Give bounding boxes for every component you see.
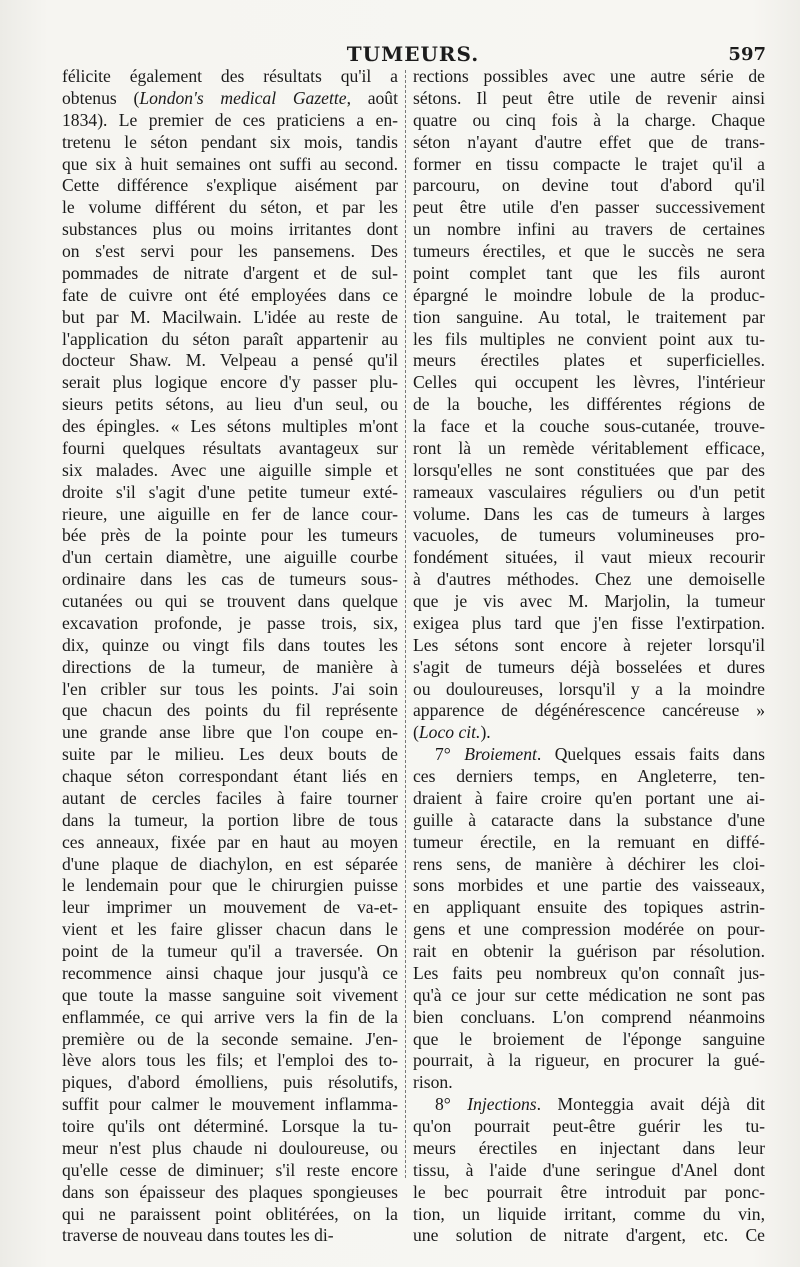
text-line: guille à cataracte dans la substance d'une — [413, 809, 765, 830]
text-line: tretenu le séton pendant six mois, tandis — [62, 131, 398, 152]
text-line: volume. Dans les cas de tumeurs à larges — [413, 503, 765, 524]
text-line: lève alors tous les fils; et l'emploi des to- — [62, 1050, 398, 1071]
text-line: lorsqu'elles ne sont constituées que par des — [413, 459, 765, 480]
page-title: TUMEURS. — [346, 42, 480, 66]
text-line: de la bouche, les différentes régions de — [413, 394, 765, 415]
text-line: ront là un remède véritablement efficace, — [413, 437, 765, 458]
text-line: traverse de nouveau dans toutes les di- — [62, 1225, 334, 1246]
text-line: qu'à ce jour sur cette médication ne sont pas — [413, 984, 765, 1005]
column-divider — [405, 70, 407, 1178]
text-line: des épingles. « Les sétons multiples m'ont — [62, 416, 398, 436]
text-line: pommades de nitrate d'argent et de sul- — [62, 262, 398, 283]
left-column — [62, 66, 398, 1247]
right-column — [413, 66, 765, 1247]
text-line: s'agit de tumeurs déjà bosselées et dures — [413, 656, 765, 677]
text-line: félicite également des résultats qu'il a — [62, 66, 398, 86]
text-line: leur imprimer un mouvement de va-et- — [62, 897, 398, 918]
text-line: autant de cercles faciles à faire tourner — [62, 787, 398, 808]
text-line: qu'on pourrait peut-être guérir les tu- — [413, 1116, 765, 1136]
text-line: une solution de nitrate d'argent, etc. Ce — [413, 1225, 765, 1246]
text-line: vient et les faire glisser chacun dans le — [62, 919, 398, 940]
text-line: serait plus logique encore d'y passer plu- — [62, 372, 398, 393]
text-line: qu'elle cesse de diminuer; s'il reste encore — [62, 1159, 398, 1180]
text-line: ordinaire dans les cas de tumeurs sous- — [62, 569, 398, 590]
text-line: on s'est servi pour les pansemens. Des — [62, 241, 398, 261]
text-line: sétons. Il peut être utile de revenir ainsi — [413, 87, 765, 108]
text-line: peut être utile d'en passer successivement — [413, 197, 765, 218]
text-line: épargné le moindre lobule de la produc- — [413, 284, 765, 305]
text-line: toire qu'ils ont déterminé. Lorsque la tu- — [62, 1116, 398, 1136]
text-line: piques, d'abord émolliens, puis résolutifs, — [62, 1072, 398, 1093]
text-line: bée près de la pointe pour les tumeurs — [62, 525, 398, 546]
text-line: l'en cribler sur tous les points. J'ai soin — [62, 678, 398, 699]
text-line: 8° Injections. Monteggia avait déjà dit — [435, 1094, 765, 1115]
text-line: à d'autres méthodes. Chez une demoiselle — [413, 569, 765, 590]
paragraph-broiement — [413, 744, 765, 1094]
text-line: ces anneaux, fixée par en haut au moyen — [62, 831, 398, 852]
text-line: obtenus (London's medical Gazette, août — [62, 87, 398, 108]
text-line: tissu, à l'aide d'une seringue d'Anel dont — [413, 1159, 765, 1180]
text-line: dans son épaisseur des plaques spongieuses — [62, 1181, 398, 1202]
text-line: suffit pour calmer le mouvement inflamma- — [62, 1094, 398, 1115]
text-line: 7° Broiement. Quelques essais faits dans — [435, 744, 765, 765]
text-line: sons morbides et une partie des vaisseaux, — [413, 875, 765, 896]
text-line: que toute la masse sanguine soit vivement — [62, 984, 398, 1005]
text-line: meurs érectiles en injectant dans leur — [413, 1137, 765, 1158]
text-line: une grande anse libre que l'on coupe en- — [62, 722, 398, 743]
text-line: Les sétons sont encore à rejeter lorsqu'il — [413, 634, 765, 655]
text-line: sieurs petits sétons, au lieu d'un seul, ou — [62, 394, 398, 415]
paragraph-injections — [413, 1094, 765, 1247]
text-line: rections possibles avec une autre série de — [413, 66, 765, 86]
text-line: quatre ou cinq fois à la charge. Chaque — [413, 109, 765, 130]
text-line: rens sens, de manière à déchirer les cloi- — [413, 853, 765, 874]
text-line: fourni quelques résultats avantageux sur — [62, 437, 398, 458]
text-line: 1834). Le premier de ces praticiens a en- — [62, 109, 398, 130]
text-line: le bec pourrait être introduit par ponc- — [413, 1181, 765, 1202]
text-line: le volume différent du séton, et par les — [62, 197, 398, 218]
text-line: que je vis avec M. Marjolin, la tumeur — [413, 591, 765, 611]
text-line: rameaux vasculaires réguliers ou d'un petit — [413, 481, 765, 502]
text-line: que chacun des points du fil représente — [62, 700, 398, 721]
text-line: enflammée, ce qui arrive vers la fin de la — [62, 1006, 398, 1027]
text-line: pourrait, à la rigueur, en procurer la gué- — [413, 1050, 765, 1071]
text-line: l'application du séton paraît appartenir au — [62, 328, 398, 349]
text-line: dix, quinze ou vingt fils dans toutes les — [62, 634, 398, 655]
text-line: chaque séton correspondant étant liés en — [62, 766, 398, 786]
text-line: (Loco cit.). — [413, 722, 491, 743]
text-line: en appliquant ensuite des topiques astrin- — [413, 897, 765, 918]
text-line: but par M. Macilwain. L'idée au reste de — [62, 306, 398, 327]
text-line: apparence de dégénérescence cancéreuse » — [413, 700, 765, 721]
text-line: rait en obtenir la guérison par résolution. — [413, 941, 765, 961]
text-line: droite s'il s'agit d'une petite tumeur exté- — [62, 481, 398, 502]
text-line: draient à faire croire qu'en portant une ai- — [413, 787, 765, 808]
paragraph-setons-end — [413, 66, 765, 744]
text-line: tion, un liquide irritant, comme du vin, — [413, 1203, 765, 1224]
text-line: tumeurs érectiles, et que le succès ne sera — [413, 241, 765, 261]
text-line: meur n'est plus chaude ni douloureuse, ou — [62, 1137, 398, 1158]
text-line: directions de la tumeur, de manière à — [62, 656, 398, 677]
text-line: docteur Shaw. M. Velpeau a pensé qu'il — [62, 350, 398, 371]
text-line: vacuoles, de tumeurs volumineuses pro- — [413, 525, 765, 546]
text-line: bien concluans. L'on comprend néanmoins — [413, 1006, 765, 1027]
text-line: qui ne paraissent point oblitérées, on la — [62, 1203, 398, 1224]
page-number: 597 — [728, 44, 766, 65]
text-line: point de la tumeur qu'il a traversée. On — [62, 941, 398, 961]
text-line: que le broiement de l'éponge sanguine — [413, 1028, 765, 1049]
text-line: un nombre infini au travers de certaines — [413, 219, 765, 240]
text-line: les fils multiples ne convient point aux tu- — [413, 328, 765, 349]
text-line: première ou de la seconde semaine. J'en- — [62, 1028, 398, 1049]
text-line: d'une plaque de diachylon, en est séparée — [62, 853, 398, 874]
text-line: fate de cuivre ont été employées dans ce — [62, 284, 398, 305]
text-line: fondément situées, il vaut mieux recourir — [413, 547, 765, 568]
text-line: d'un certain diamètre, une aiguille courbe — [62, 547, 398, 568]
text-line: que six à huit semaines ont suffi au second. — [62, 153, 398, 174]
text-line: gens et une compression modérée on pour- — [413, 919, 765, 940]
text-line: meurs érectiles plates et superficielles. — [413, 350, 765, 371]
text-line: tumeur érectile, en la remuant en diffé- — [413, 831, 765, 852]
text-line: excavation profonde, je passe trois, six, — [62, 612, 398, 633]
text-line: la face et la couche sous-cutanée, trouve- — [413, 416, 765, 436]
text-line: former en tissu compacte le trajet qu'il a — [413, 153, 765, 174]
text-line: recommence ainsi chaque jour jusqu'à ce — [62, 962, 398, 983]
text-line: tion sanguine. Au total, le traitement par — [413, 306, 765, 327]
text-line: rieure, une aiguille en fer de lance cour- — [62, 503, 398, 524]
text-line: le lendemain pour que le chirurgien puisse — [62, 875, 398, 896]
text-line: exigea plus tard que j'en fisse l'extirpation. — [413, 612, 765, 633]
text-line: suite par le milieu. Les deux bouts de — [62, 744, 398, 765]
text-line: rison. — [413, 1072, 453, 1093]
text-line: Les faits peu nombreux qu'on connaît jus- — [413, 962, 765, 983]
text-line: ces derniers temps, en Angleterre, ten- — [413, 766, 765, 786]
text-line: six malades. Avec une aiguille simple et — [62, 459, 398, 480]
text-line: ou douloureuses, lorsqu'il y a la moindre — [413, 678, 765, 699]
text-line: cutanées ou qui se trouvent dans quelque — [62, 591, 398, 611]
text-line: substances plus ou moins irritantes dont — [62, 219, 398, 240]
text-line: séton n'ayant d'autre effet que de trans- — [413, 131, 765, 152]
text-line: point complet tant que les fils auront — [413, 262, 765, 283]
text-line: Celles qui occupent les lèvres, l'intérieur — [413, 372, 765, 393]
text-line: parcouru, on devine tout d'abord qu'il — [413, 175, 765, 196]
text-line: Cette différence s'explique aisément par — [62, 175, 398, 196]
text-line: dans la tumeur, la portion libre de tous — [62, 809, 398, 830]
